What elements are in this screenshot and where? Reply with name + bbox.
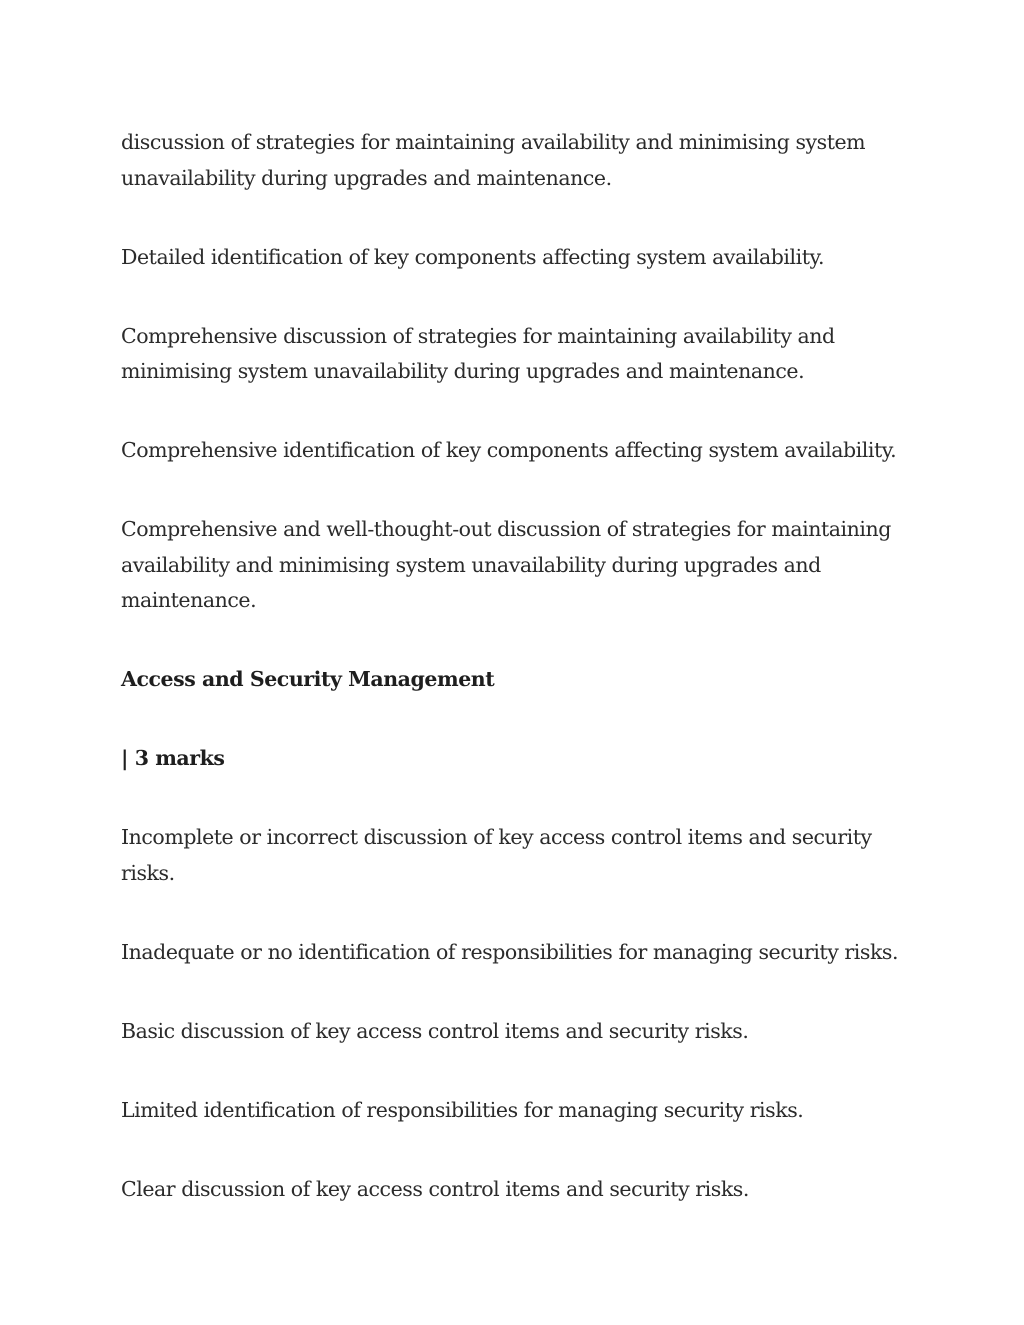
paragraph: Comprehensive identification of key components affecting system availability. — [121, 438, 897, 462]
document-page — [121, 125, 911, 1251]
paragraph: discussion of strategies for maintaining availability and minimising system unavailability during upgrades and maintenance. — [121, 130, 866, 190]
marks-label: | 3 marks — [121, 746, 225, 770]
paragraph: Clear discussion of key access control items and security risks. — [121, 1176, 749, 1201]
section-heading: Access and Security Management — [121, 667, 495, 691]
paragraph: Basic discussion of key access control items and security risks. — [121, 1018, 749, 1043]
paragraph: Comprehensive and well-thought-out discussion of strategies for maintaining availability and minimising system unavailability during upgrades and maintenance. — [121, 517, 891, 612]
paragraph: Comprehensive discussion of strategies for maintaining availability and minimising system unavailability during upgrades and maintenance. — [121, 323, 835, 383]
paragraph: Inadequate or no identification of responsibilities for managing security risks. — [121, 939, 899, 964]
paragraph: Incomplete or incorrect discussion of key access control items and security risks. — [121, 825, 872, 885]
paragraph: Limited identification of responsibilities for managing security risks. — [121, 1097, 804, 1122]
paragraph: Detailed identification of key components affecting system availability. — [121, 244, 825, 269]
